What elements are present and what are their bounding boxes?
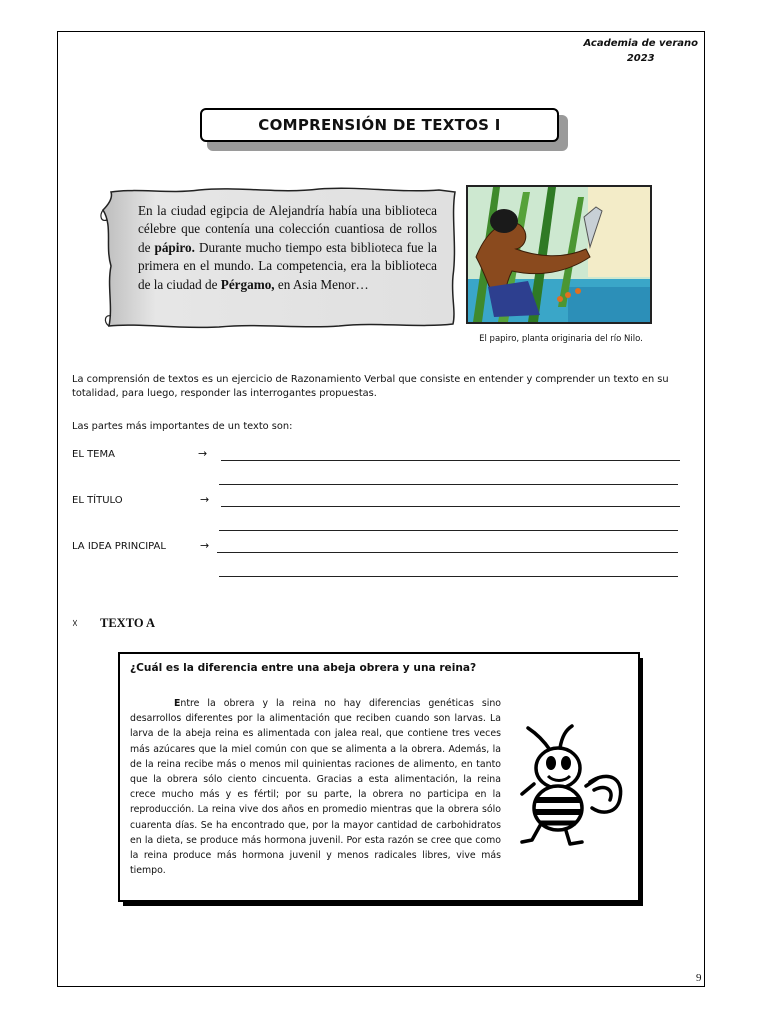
parts-intro: Las partes más importantes de un texto son: [72, 421, 293, 432]
answer-line-titulo-1 [221, 506, 680, 507]
intro-text-part-1: En la ciudad egipcia de Alejandría había una biblioteca célebre que contenía una colección cuantiosa de rollos de [138, 203, 437, 255]
intro-text-part-3: en Asia Menor… [274, 276, 369, 292]
answer-line-idea-2 [219, 576, 678, 577]
intro-bold-pergamo: Pérgamo, [220, 276, 275, 292]
drop-initial: E [174, 698, 181, 709]
header-line-1: Academia de verano [583, 38, 698, 49]
answer-line-idea-1 [217, 552, 678, 553]
cross-bullet-icon: ☓ [72, 617, 78, 630]
section-heading: TEXTO A [100, 616, 155, 630]
answer-line-tema-2 [219, 484, 678, 485]
arrow-icon: → [200, 539, 210, 552]
page-title: COMPRENSIÓN DE TEXTOS I [200, 108, 559, 142]
page-number: 9 [696, 972, 702, 984]
illustration-caption: El papiro, planta originaria del río Nilo. [479, 334, 643, 344]
bee-icon [520, 724, 630, 852]
part-label-titulo: EL TÍTULO [72, 495, 123, 506]
textbox-body-text: ntre la obrera y la reina no hay diferencias genéticas sino desarrollos diferentes por la alimentación que reciben cuando son larvas. La larva de la abeja reina es alimentada con jalea real, que contiene tres veces más azúcares que la miel común con que se alimenta a la obrera. Además, la de la reina recibe más o menos mil quinientas raciones de alimento, en tanto que la obrera sólo ciento cincuenta. Gracias a esta alimentación, la reina crece mucho más y es fértil; por su parte, la obrera no participa en la reproducción. La reina vive dos años en promedio mientras que la obrera sólo cuarenta días. Se ha encontrado que, por la mayor cantidad de carbohidratos en la dieta, se produce más hormona juvenil. Por esta razón se cree que como la reina produce más hormona juvenil y menos radicales libres, vive más tiempo. [130, 698, 501, 877]
part-label-idea-principal: LA IDEA PRINCIPAL [72, 541, 166, 552]
intro-text [138, 202, 437, 294]
header-line-2: 2023 [626, 53, 655, 64]
page-header [583, 36, 698, 66]
arrow-icon: → [200, 493, 210, 506]
answer-line-titulo-2 [219, 530, 678, 531]
intro-scroll [99, 186, 461, 330]
textbox-body [130, 696, 501, 878]
definition-paragraph: La comprensión de textos es un ejercicio de Razonamiento Verbal que consiste en entender y comprender un texto en su totalidad, para luego, responder las interrogantes propuestas. [72, 374, 669, 399]
intro-text-part-2: Durante mucho tiempo esta biblioteca fue la primera en el mundo. La competencia, era la biblioteca de la ciudad de [138, 239, 437, 292]
papyrus-illustration [466, 185, 652, 324]
answer-line-tema-1 [221, 460, 680, 461]
intro-bold-papiro: pápiro. [154, 239, 195, 255]
textbox-question: ¿Cuál es la diferencia entre una abeja obrera y una reina? [130, 662, 477, 674]
part-label-tema: EL TEMA [72, 449, 115, 460]
reading-textbox [118, 652, 640, 902]
arrow-icon: → [198, 447, 208, 460]
